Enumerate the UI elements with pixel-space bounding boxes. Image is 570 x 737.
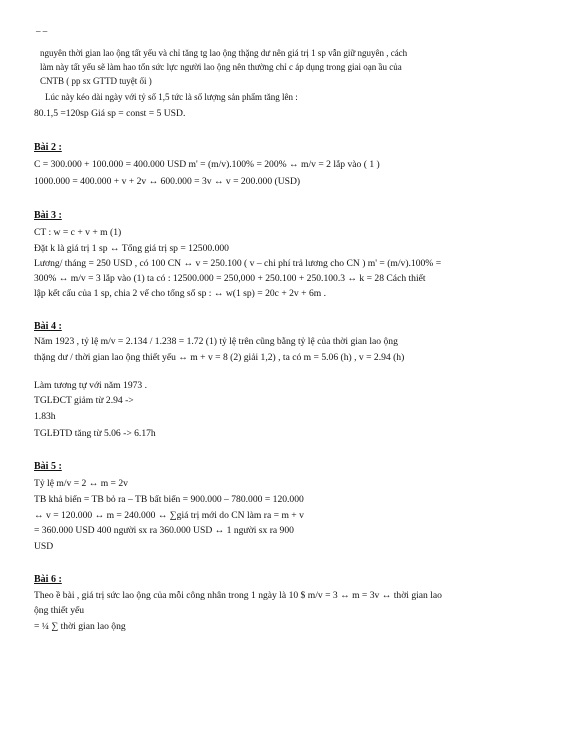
text-line: nguyên thời gian lao ộng tất yếu và chỉ tăng tg lao ộng thặng dư nên giá trị 1 sp vẫn giữ nguyên , cách: [40, 48, 408, 58]
text-line: = ¼ ∑ thời gian lao ộng: [34, 621, 126, 632]
text-line: Tỷ lệ m/v = 2 ↔ m = 2v: [34, 478, 128, 489]
section-heading-bai-5: Bài 5 :: [34, 461, 62, 472]
text-line: thặng dư / thời gian lao ộng thiết yếu ↔ m + v = 8 (2) giải 1,2) , ta có m = 5.06 (h) , v = 2.94 (h): [34, 352, 405, 363]
text-line: = 360.000 USD 400 người sx ra 360.000 USD ↔ 1 người sx ra 900: [34, 525, 294, 536]
section-heading-bai-6: Bài 6 :: [34, 574, 62, 585]
section-heading-bai-3: Bài 3 :: [34, 210, 62, 221]
text-line: Năm 1923 , tỷ lệ m/v = 2.134 / 1.238 = 1.72 (1) tỷ lệ trên cũng bằng tỷ lệ của thời gian lao ộng: [34, 336, 398, 347]
text-line: lập kết cấu của 1 sp, chia 2 vế cho tổng số sp : ↔ w(1 sp) = 20c + 2v + 6m .: [34, 288, 326, 299]
text-line: Làm tương tự với năm 1973 .: [34, 380, 148, 391]
section-heading-bai-4: Bài 4 :: [34, 321, 62, 332]
text-line: USD: [34, 541, 54, 552]
section-heading-bai-2: Bài 2 :: [34, 142, 62, 153]
text-line: TGLĐCT giảm từ 2.94 ->: [34, 395, 134, 406]
text-line: 300% ↔ m/v = 3 lắp vào (1) ta có : 12500.000 = 250,000 + 250.100 + 250.100.3 ↔ k = 28 Cách thiết: [34, 273, 426, 284]
text-line: Theo ề bài , giá trị sức lao ộng của mỗi công nhân trong 1 ngày là 10 $ m/v = 3 ↔ m = 3v ↔ thời gian lao: [34, 590, 442, 601]
text-line: 80.1,5 =120sp Giá sp = const = 5 USD.: [34, 108, 186, 119]
header-mark: _ _: [36, 23, 48, 33]
text-line: CT : w = c + v + m (1): [34, 227, 122, 238]
text-line: làm này tất yếu sẽ làm hao tổn sức lực người lao ộng nên thường chỉ c áp dụng trong giai oạn ầu của: [40, 62, 402, 72]
text-line: Đặt k là giá trị 1 sp ↔ Tổng giá trị sp = 12500.000: [34, 243, 229, 254]
text-line: ộng thiết yếu: [34, 605, 85, 616]
text-line: C = 300.000 + 100.000 = 400.000 USD m' = (m/v).100% = 200% ↔ m/v = 2 lắp vào ( 1 ): [34, 159, 380, 170]
text-line: 1.83h: [34, 411, 56, 422]
text-line: Lương/ tháng = 250 USD , có 100 CN ↔ v = 250.100 ( v – chi phí trả lương cho CN ) m' = (m/v).100% =: [34, 258, 442, 269]
text-line: 1000.000 = 400.000 + v + 2v ↔ 600.000 = 3v ↔ v = 200.000 (USD): [34, 176, 301, 187]
text-line: TGLĐTD tăng từ 5.06 -> 6.17h: [34, 428, 156, 439]
text-line: Lúc này kéo dài ngày với tỷ số 1,5 tức là số lượng sản phẩm tăng lên :: [45, 92, 298, 102]
text-line: ↔ v = 120.000 ↔ m = 240.000 ↔ ∑giá trị mới do CN làm ra = m + v: [34, 510, 304, 521]
text-line: TB khả biến = TB bỏ ra – TB bất biến = 900.000 – 780.000 = 120.000: [34, 494, 304, 505]
text-line: CNTB ( pp sx GTTD tuyệt ối ): [40, 76, 152, 86]
